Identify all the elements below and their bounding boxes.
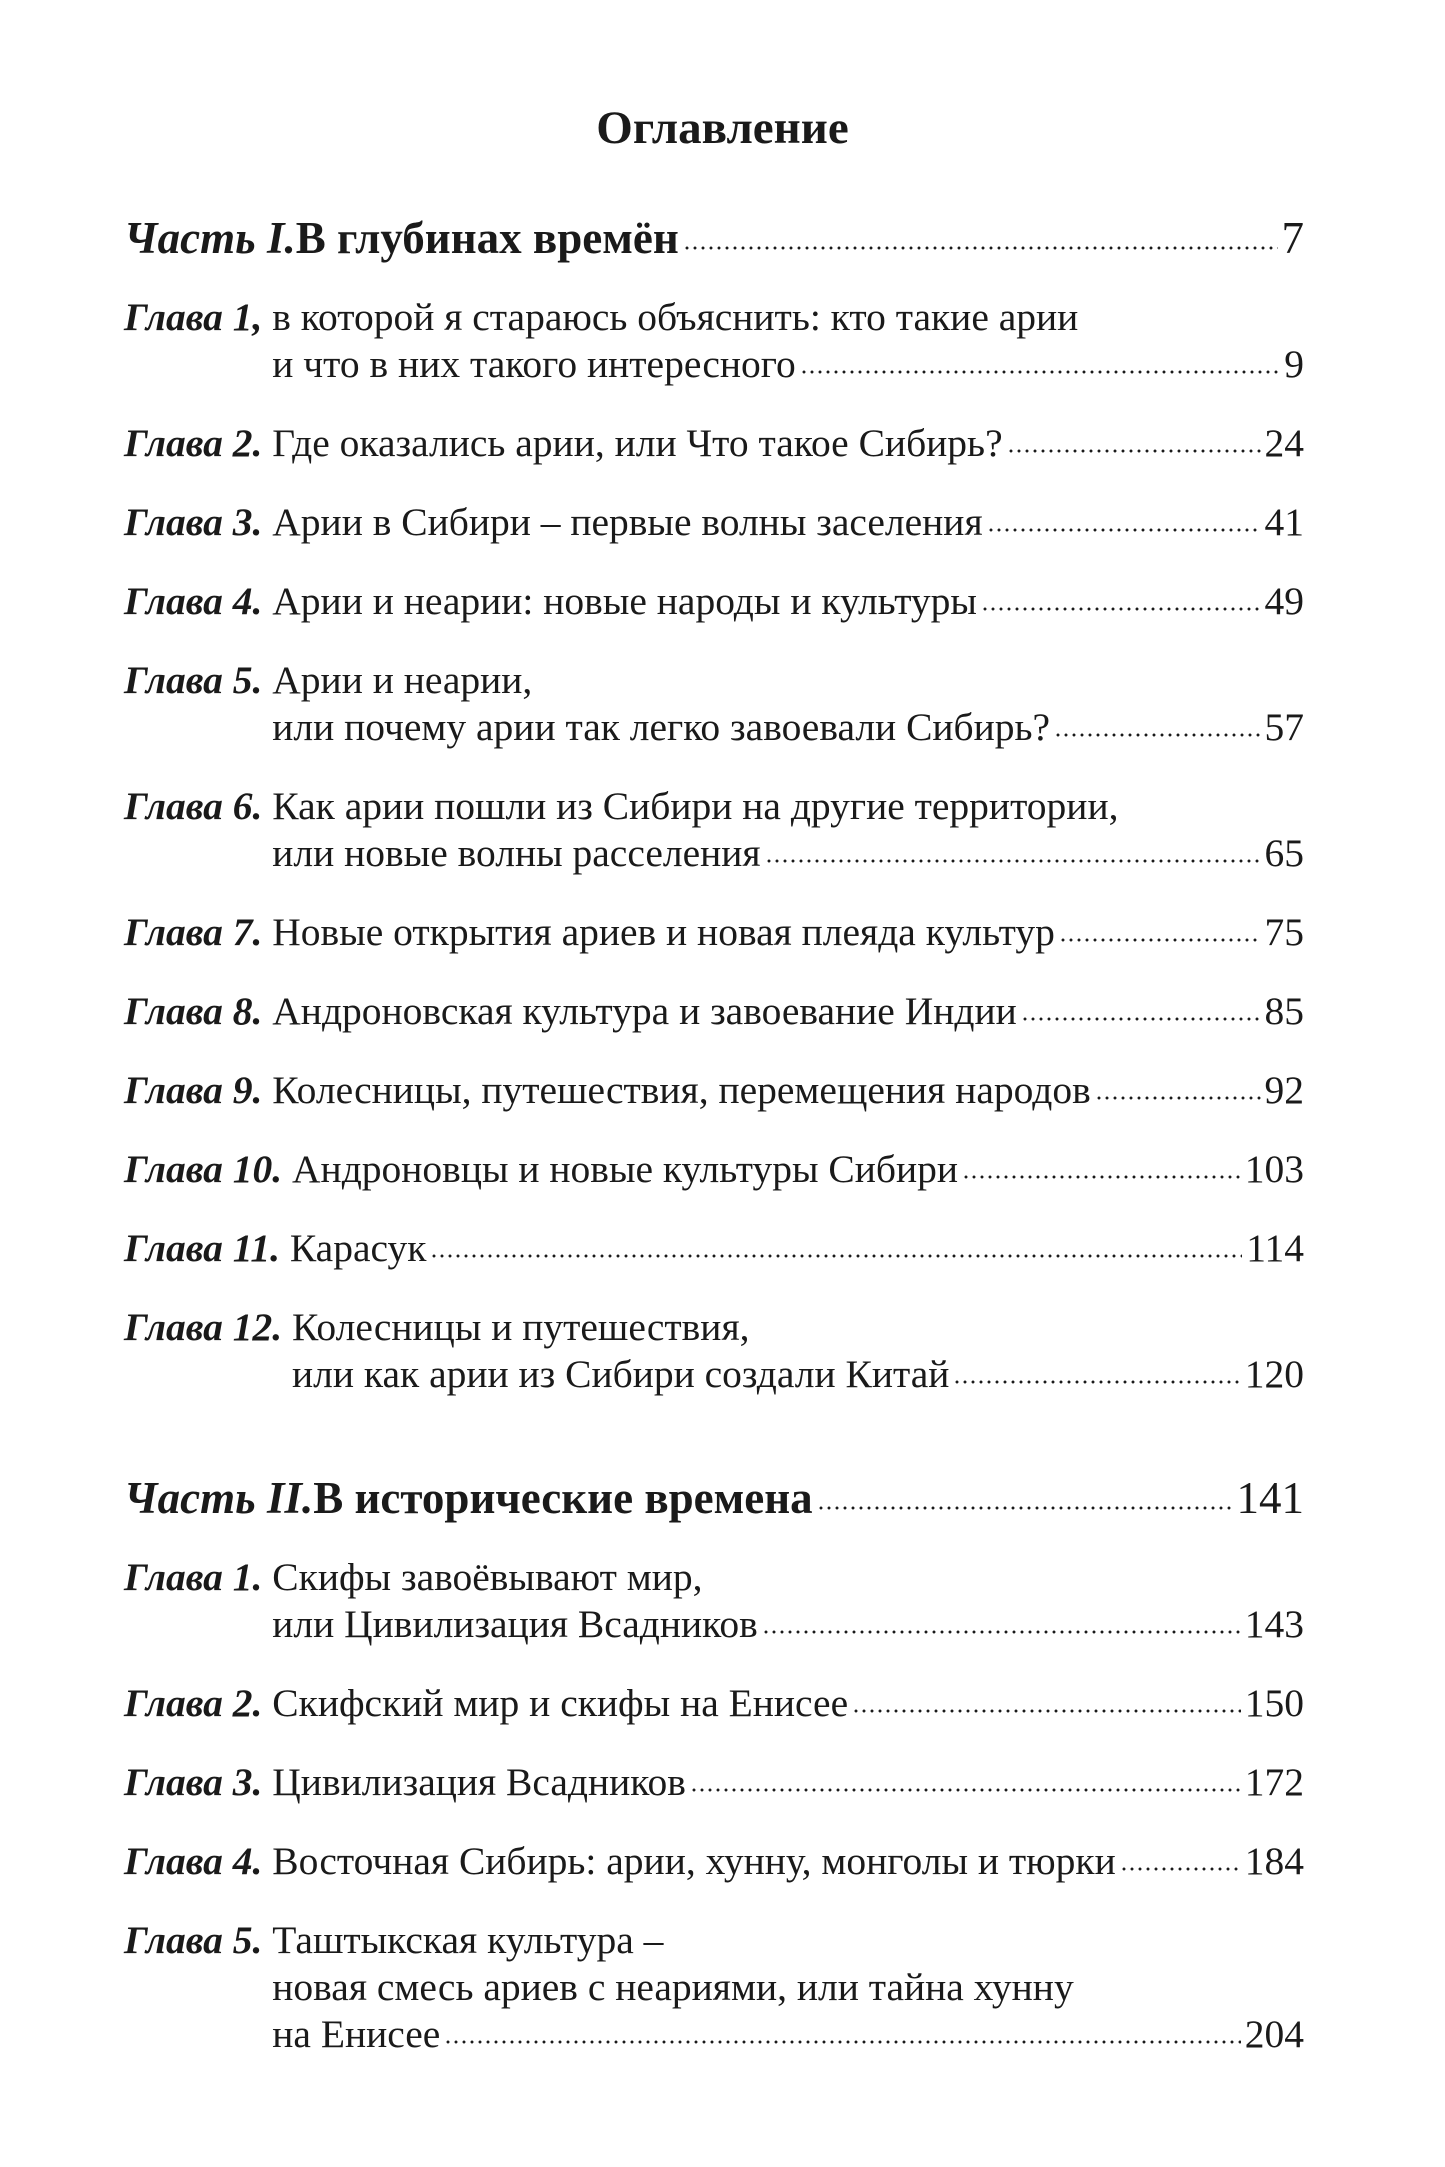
page-number: 103 [1244,1147,1304,1191]
toc-part-entry[interactable] [124,214,1304,262]
chapter-title-text: или как арии из Сибири создали Китай [292,1352,950,1396]
chapter-title [272,657,1304,751]
chapter-title-line [292,1304,1304,1351]
spacer [262,1759,272,1806]
page-number: 172 [1244,1760,1304,1804]
toc-part-entry[interactable] [124,1474,1304,1522]
chapter-title-line [272,499,1304,546]
chapter-title-text: или почему арии так легко завоевали Сибирь? [272,705,1051,749]
chapter-title-line [272,783,1304,830]
chapter-title [272,1917,1304,2058]
chapter-title [272,1838,1304,1885]
dot-leader [762,1629,1241,1635]
chapter-title-line [272,420,1304,467]
chapter-title [272,1680,1304,1727]
spacer [262,578,272,625]
chapter-title [272,499,1304,546]
chapter-title-line [272,1759,1304,1806]
chapter-title-line [272,1680,1304,1727]
part-label: Часть II. [124,1473,314,1523]
chapter-label: Глава 2. [124,421,263,465]
chapter-title-text: Колесницы, путешествия, перемещения народов [272,1068,1091,1112]
chapter-title-text: на Енисее [272,2012,441,2056]
page-number: 75 [1264,910,1304,954]
toc-chapter-entry[interactable] [124,783,1304,877]
page-number: 9 [1284,342,1304,386]
chapter-title [272,294,1304,388]
dot-leader [683,245,1278,251]
dot-leader [852,1708,1241,1714]
dot-leader [430,1253,1242,1259]
chapter-label: Глава 7. [124,910,263,954]
part-title: В исторические времена [313,1473,813,1523]
chapter-label: Глава 5. [124,658,263,702]
chapter-title [272,988,1304,1035]
page-number: 85 [1264,989,1304,1033]
chapter-title [272,1554,1304,1648]
page-number: 49 [1264,579,1304,623]
spacer [262,988,272,1035]
dot-leader [1120,1866,1241,1872]
toc-chapter-entry[interactable] [124,988,1304,1035]
chapter-title-line [272,1917,1304,1964]
spacer [280,1225,290,1272]
part-title: В глубинах времён [295,213,679,263]
chapter-title [272,909,1304,956]
chapter-title-text: Андроновцы и новые культуры Сибири [292,1147,959,1191]
chapter-title-line [272,909,1304,956]
chapter-title-line [272,341,1304,388]
chapter-title-text: новая смесь ариев с неариями, или тайна хунну [272,1965,1074,2009]
toc-chapter-entry[interactable] [124,1146,1304,1193]
dot-leader [444,2039,1240,2045]
chapter-title-line [292,1146,1304,1193]
page-number: 41 [1264,500,1304,544]
chapter-label: Глава 3. [124,1760,263,1804]
chapter-label: Глава 9. [124,1068,263,1112]
chapter-title-line [272,830,1304,877]
toc-chapter-entry[interactable] [124,578,1304,625]
chapter-title-text: Скифский мир и скифы на Енисее [272,1681,849,1725]
page-number: 57 [1264,705,1304,749]
dot-leader [1054,732,1260,738]
spacer [262,909,272,956]
chapter-title-text: Скифы завоёвывают мир, [272,1555,703,1599]
chapter-title-line [272,657,1304,704]
page-number: 65 [1264,831,1304,875]
spacer [262,294,272,341]
chapter-label: Глава 1, [124,295,263,339]
chapter-title-text: Карасук [289,1226,427,1270]
table-of-contents [124,214,1304,2090]
spacer [282,1304,292,1351]
chapter-title-text: в которой я стараюсь объяснить: кто такие арии [272,295,1079,339]
toc-chapter-entry[interactable] [124,1759,1304,1806]
chapter-title-text: Восточная Сибирь: арии, хунну, монголы и тюрки [272,1839,1116,1883]
chapter-title-line [272,704,1304,751]
chapter-label: Глава 8. [124,989,263,1033]
dot-leader [1021,1016,1261,1022]
part-label: Часть I. [124,213,296,263]
dot-leader [962,1174,1241,1180]
chapter-title [292,1304,1304,1398]
dot-leader [800,369,1281,375]
toc-chapter-entry[interactable] [124,499,1304,546]
spacer [262,1067,272,1114]
chapter-title-text: Колесницы и путешествия, [292,1305,750,1349]
chapter-label: Глава 4. [124,579,263,623]
page-number: 141 [1236,1473,1304,1523]
chapter-title [272,578,1304,625]
chapter-label: Глава 1. [124,1555,263,1599]
spacer [262,1680,272,1727]
chapter-title [290,1225,1304,1272]
dot-leader [690,1787,1241,1793]
chapter-label: Глава 2. [124,1681,263,1725]
chapter-title-text: Таштыкская культура – [272,1918,664,1962]
toc-chapter-entry[interactable] [124,1680,1304,1727]
chapter-label: Глава 3. [124,500,263,544]
chapter-title [272,783,1304,877]
toc-chapter-entry[interactable] [124,1225,1304,1272]
chapter-title-text: Где оказались арии, или Что такое Сибирь? [272,421,1003,465]
page-number: 24 [1264,421,1304,465]
chapter-title-line [272,578,1304,625]
page-number: 184 [1244,1839,1304,1883]
chapter-title-line [272,1554,1304,1601]
chapter-label: Глава 6. [124,784,263,828]
spacer [282,1146,292,1193]
chapter-label: Глава 10. [124,1147,283,1191]
page-number: 114 [1246,1226,1304,1270]
dot-leader [1095,1095,1261,1101]
page-number: 92 [1264,1068,1304,1112]
chapter-title-text: Новые открытия ариев и новая плеяда культур [272,910,1055,954]
chapter-title-line [272,1838,1304,1885]
chapter-label: Глава 5. [124,1918,263,1962]
toc-chapter-entry[interactable] [124,1067,1304,1114]
chapter-title-text: Арии и неарии, [272,658,533,702]
chapter-title-line [272,1601,1304,1648]
page-number: 7 [1281,213,1304,263]
dot-leader [953,1379,1240,1385]
dot-leader [1059,937,1261,943]
chapter-title-line [272,1067,1304,1114]
spacer [262,1838,272,1885]
chapter-title [272,1759,1304,1806]
page-number: 143 [1244,1602,1304,1646]
dot-leader [987,527,1261,533]
toc-chapter-entry[interactable] [124,1838,1304,1885]
chapter-title [272,420,1304,467]
chapter-title-text: Арии в Сибири – первые волны заселения [272,500,983,544]
toc-chapter-entry[interactable] [124,657,1304,751]
spacer [262,783,272,830]
toc-chapter-entry[interactable] [124,1917,1304,2058]
chapter-title-text: Цивилизация Всадников [272,1760,686,1804]
chapter-title-text: Арии и неарии: новые народы и культуры [272,579,977,623]
spacer [262,1917,272,1964]
toc-chapter-entry[interactable] [124,1304,1304,1398]
chapter-label: Глава 4. [124,1839,263,1883]
page-number: 120 [1244,1352,1304,1396]
spacer [262,1554,272,1601]
chapter-title-line [272,988,1304,1035]
dot-leader [981,606,1261,612]
page-title: Оглавление [596,102,849,154]
dot-leader [765,858,1261,864]
chapter-title-line [290,1225,1304,1272]
page-number: 150 [1244,1681,1304,1725]
chapter-title-text: или новые волны расселения [272,831,761,875]
toc-chapter-entry[interactable] [124,420,1304,467]
chapter-title [272,1067,1304,1114]
chapter-title-text: Как арии пошли из Сибири на другие территории, [272,784,1119,828]
toc-chapter-entry[interactable] [124,1554,1304,1648]
chapter-title [292,1146,1304,1193]
page-number: 204 [1244,2012,1304,2056]
spacer [262,420,272,467]
toc-chapter-entry[interactable] [124,909,1304,956]
spacer [262,657,272,704]
chapter-label: Глава 11. [124,1226,280,1270]
chapter-label: Глава 12. [124,1305,283,1349]
dot-leader [817,1505,1233,1511]
spacer [262,499,272,546]
chapter-title-line [272,1964,1304,2011]
chapter-title-line [272,294,1304,341]
chapter-title-text: и что в них такого интересного [272,342,796,386]
dot-leader [1007,448,1261,454]
toc-chapter-entry[interactable] [124,294,1304,388]
chapter-title-line [272,2011,1304,2058]
chapter-title-text: или Цивилизация Всадников [272,1602,758,1646]
chapter-title-line [292,1351,1304,1398]
chapter-title-text: Андроновская культура и завоевание Индии [272,989,1017,1033]
